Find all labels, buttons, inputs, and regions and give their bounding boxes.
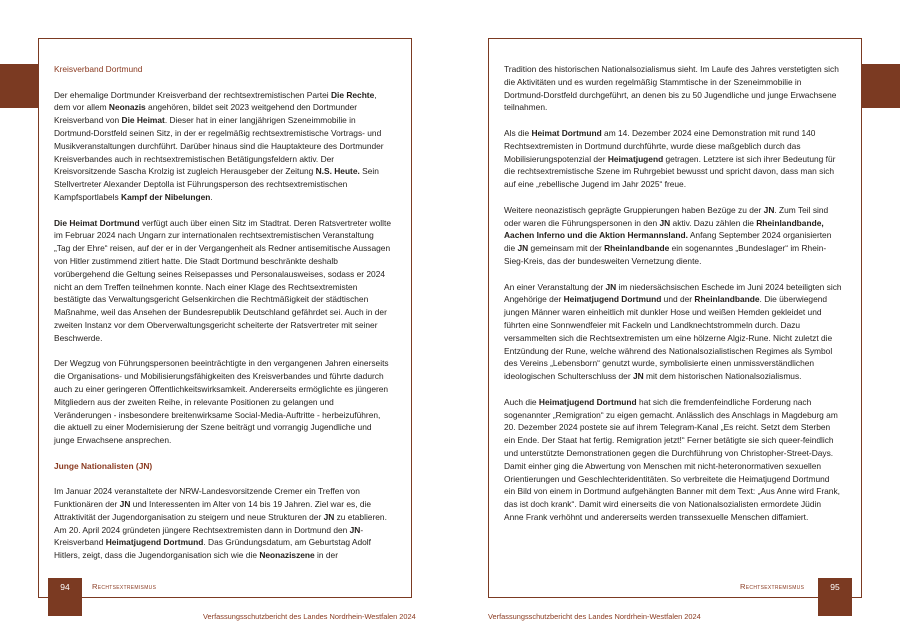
bold-term: Die Rechte xyxy=(330,89,375,100)
bold-term: JN xyxy=(659,217,671,228)
text-run: verfügt auch über einen Sitz im Stadtrat. Deren Ratsvertreter wollte im Februar 2024 nach Ungarn zur internationalen rechtsextremistischen Veranstaltung „Tag der Ehre“ reisen, auf der er in der Vergangenheit als Redner antisemitische Aussagen von Hitler zustimmend zitiert hatte. Die Stadt Dortmund beschränkte deshalb vorübergehend die Geltung seines Reisepasses und Personalausweises, sodass er 2024 nicht an dem Treffen teilnehmen konnte. Nach einer Klage des Rechtsextremisten bestätigte das Verwaltungsgericht Gelsenkirchen die Rechtmäßigkeit der städtischen Maßnahme, weil das Ansehen der Bundesrepublik Deutschland gefährdet sei. Auch in der zweiten Instanz vor dem Oberverwaltungsgericht scheiterte der Ratsvertreter mit seiner Beschwerde. xyxy=(54,217,391,343)
text-run: getragen. Letztere ist sich ihrer Bedeutung für die rechtsextremistische Szene im Ruhrgebiet bewusst und spricht davon, dass man sich auf eine „rebellische Jugend im Jahr 2025“ freue. xyxy=(504,153,836,190)
bold-term: Die Heimat Dortmund xyxy=(54,217,140,228)
bold-term: JN xyxy=(763,204,775,215)
left-paragraph-2 xyxy=(54,217,392,345)
text-run: und der xyxy=(661,294,695,305)
text-run: Im Januar 2024 veranstaltete der NRW-Landesvorsitzende Cremer ein Treffen von Funktionären der xyxy=(54,486,360,510)
text-run: . Dieser hat in einer langjährigen Szeneimmobilie in Dortmund-Dorstfeld seinen Sitz, in der er regelmäßig rechtsextremistische Vortrags- und Musikveranstaltungen durchführt. Darüber hinaus sind die Hauptakteure des Dortmunder Kreisverbandes auch in rechtsextremistischen Betätigungsfeldern aktiv. Der Kreisvorsitzende Sascha Krolzig ist zugleich Herausgeber der Zeitung xyxy=(54,115,384,177)
right-page-column xyxy=(504,63,842,524)
bold-term: Kampf der Nibelungen xyxy=(121,191,211,202)
left-page-column xyxy=(54,63,392,562)
text-run: hat sich die fremdenfeindliche Forderung nach sogenannter „Remigration“ zu eigen gemacht. Anlässlich des Anschlags in Magdeburg am 20. Dezember 2024 postete sie auf ihrem Telegram-Kanal „Es reicht. Setzt dem Sterben ein Ende. Der Staat hat fertig. Remigration jetzt!“ Ferner betätigte sie sich queer-feindlich und unterstützte Demonstrationen gegen die Durchführung von Christopher-Street-Days. Damit einher ging die Abwertung von Menschen mit nicht-heteronormativen sexuellen Orientierungen und Geschlechteridentitäten. So verbreitete die Heimatjugend Dortmund ein Bild von einem in Dortmund aufgehängten Banner mit dem Text: „Aus Anne wird Frank, das ist doch krank“. Damit wird einerseits die von Nationalsozialisten ermordete Jüdin Anne Frank verhöhnt und andererseits werden transsexuelle Menschen diffamiert. xyxy=(504,396,840,522)
bold-term: N.S. Heute. xyxy=(315,166,360,177)
bold-term: JN xyxy=(632,371,644,382)
text-run: . Zum Teil sind oder waren die Führungspersonen in den xyxy=(504,204,829,228)
text-run: mit dem historischen Nationalsozialismus. xyxy=(643,371,802,382)
right-paragraph-5 xyxy=(504,396,842,524)
bold-term: Rheinlandbande, Aachen Inferno und die Aktion Hermannsland. xyxy=(504,217,824,241)
text-run: in der xyxy=(314,550,338,561)
bold-term: Heimatjugend xyxy=(607,153,664,164)
left-paragraph-1 xyxy=(54,89,392,204)
text-run: zu etablieren. Am 20. April 2024 gründeten jüngere Rechtsextremisten dann in Dortmund den xyxy=(54,511,387,535)
running-title-right: Rechtsextremismus xyxy=(740,582,805,591)
footer-left: Verfassungsschutzbericht des Landes Nordrhein-Westfalen 2024 xyxy=(203,612,416,621)
text-run: Sein Stellvertreter Alexander Deptolla ist Führungsperson des rechtsextremistischen Kampfsportlabels xyxy=(54,166,379,202)
right-edge-tab xyxy=(862,64,900,108)
text-run: gemeinsam mit der xyxy=(528,243,605,254)
bold-term: Heimatjugend Dortmund xyxy=(563,294,662,305)
bold-term: JN xyxy=(605,281,617,292)
left-paragraph-4 xyxy=(54,485,392,562)
text-run: ein sogenanntes „Bundeslager“ im Rhein-Sieg-Kreis, das der bundesweiten Vernetzung diente. xyxy=(504,243,827,266)
running-title-left: Rechtsextremismus xyxy=(92,582,157,591)
text-run: am 14. Dezember 2024 eine Demonstration mit rund 140 Rechtsextremisten in Dortmund durchführte, wurde diese maßgeblich durch das Mobilisierungspotenzial der xyxy=(504,127,816,164)
right-paragraph-1 xyxy=(504,63,842,114)
bold-term: JN xyxy=(119,499,131,510)
bold-term: Neonaziszene xyxy=(259,550,315,561)
bold-term: JN xyxy=(349,524,361,535)
text-run: . Das Gründungsdatum, am Geburtstag Adolf Hitlers, zeigt, dass die Jugendorganisation sich wie die xyxy=(54,537,371,561)
text-run: Auch die xyxy=(504,396,539,407)
right-paragraph-4 xyxy=(504,281,842,383)
page-number-right: 95 xyxy=(818,578,852,616)
bold-term: JN xyxy=(323,511,335,522)
bold-term: JN xyxy=(517,243,529,254)
bold-term: Heimatjugend Dortmund xyxy=(538,396,637,407)
right-paragraph-2 xyxy=(504,127,842,191)
right-paragraph-3 xyxy=(504,204,842,268)
left-edge-tab xyxy=(0,64,38,108)
text-run: im niedersächsischen Eschede im Juni 2024 beteiligten sich Angehörige der xyxy=(504,281,842,305)
text-run: Als die xyxy=(504,127,532,138)
text-run: aktiv. Dazu zählen die xyxy=(670,217,757,228)
left-paragraph-3 xyxy=(54,357,392,447)
text-run: Der Wegzug von Führungspersonen beeinträchtigte in den vergangenen Jahren einerseits die Organisations- und Mobilisierungsfähigkeiten des Kreisverbandes und führte dadurch auch zu einer geringeren Öffentlichkeitswirksamkeit. Andererseits ermöglichte es jüngeren Mitgliedern aus der zweiten Reihe, in relevante Positionen zu gelangen und Veränderungen - insbesondere breitenwirksame Social-Media-Auftritte - herbeizuführen, die aktuell zu einer Modernisierung der Szene beiträgt und vorrangig Jugendliche und junge Erwachsene ansprechen. xyxy=(54,358,389,446)
text-run: -Kreisverband xyxy=(54,524,364,548)
footer-right: Verfassungsschutzbericht des Landes Nordrhein-Westfalen 2024 xyxy=(488,612,701,621)
text-run: und Interessenten im Alter von 14 bis 19 Jahren. Ziel war es, die Attraktivität der Jugendorganisation zu steigern und neue Strukturen der xyxy=(54,499,372,522)
text-run: An einer Veranstaltung der xyxy=(504,281,606,292)
page-number-left: 94 xyxy=(48,578,82,616)
bold-term: Heimat Dortmund xyxy=(531,127,602,138)
text-run: Weitere neonazistisch geprägte Gruppierungen haben Bezüge zu der xyxy=(504,204,764,215)
text-run: . Die überwiegend jungen Männer waren einheitlich mit dunkler Hose und weißen Hemden gekleidet und führten eine Sonnwendfeier mit Fackeln und Landknechtstrommeln durch. Dazu versammelten sich die Rechtsextremisten um eine hölzerne Algiz-Rune. Nicht zuletzt die Entzündung der Rune, welche während des Nationalsozialistischen Regimes als Symbol des Vereins „Lebensborn“ genutzt wurde, symbolisierte einen unmissverständlichen ideologischen Schulterschluss der xyxy=(504,294,833,382)
section-heading-kreisverband-dortmund: Kreisverband Dortmund xyxy=(54,64,143,74)
bold-term: Heimatjugend Dortmund xyxy=(105,537,204,548)
text-run: . xyxy=(210,191,213,202)
text-run: Der ehemalige Dortmunder Kreisverband der rechtsextremistischen Partei xyxy=(54,89,331,100)
text-run: Tradition des historischen Nationalsozialismus sieht. Im Laufe des Jahres verstetigten sich die Aktivitäten und es wurden regelmäßig Stammtische in der Szeneimmobilie in Dortmund-Dorstfeld durchgeführt, an denen bis zu 50 Jugendliche und junge Erwachsene teilnahmen. xyxy=(504,64,839,113)
text-run: , dem vor allem xyxy=(54,89,377,113)
section-heading-junge-nationalisten: Junge Nationalisten (JN) xyxy=(54,460,153,471)
text-run: Anfang September 2024 organisierten die xyxy=(504,230,832,254)
text-run: angehören, bildet seit 2023 weitgehend den Dortmunder Kreisverband von xyxy=(54,102,358,126)
bold-term: Rheinlandbande xyxy=(694,294,760,305)
bold-term: Rheinlandbande xyxy=(604,243,670,254)
bold-term: Neonazis xyxy=(108,102,146,113)
bold-term: Die Heimat xyxy=(121,115,165,126)
